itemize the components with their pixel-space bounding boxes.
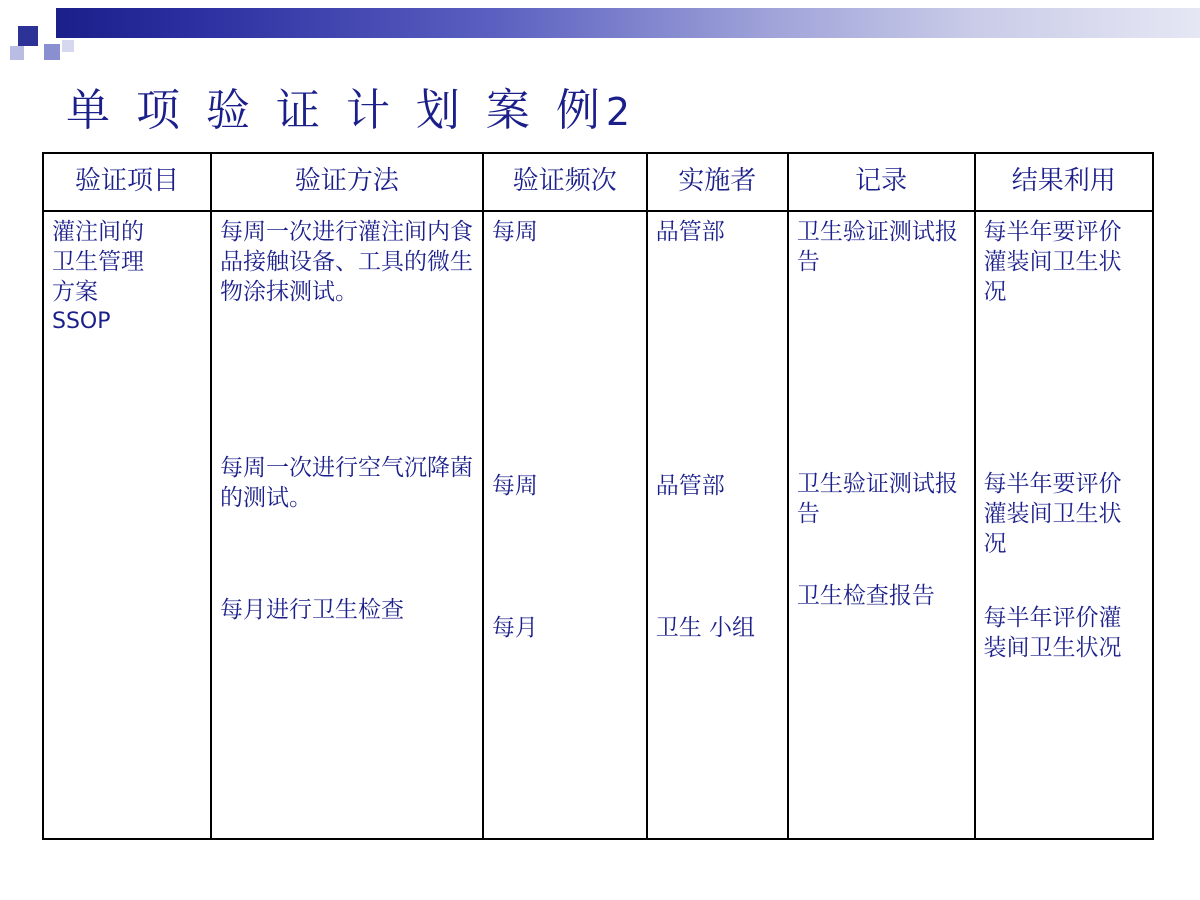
result-text-3: 每半年评价灌装间卫生状况: [983, 605, 1122, 661]
record-text-3: 卫生检查报告: [796, 583, 935, 609]
validation-plan-table-wrapper: [42, 152, 1154, 840]
method-text-2: 每周一次进行空气沉降菌的测试。: [220, 455, 474, 511]
item-line-1: 灌注间的: [52, 219, 144, 245]
square-accent-small: [10, 46, 24, 60]
cell-record-content: [797, 218, 966, 838]
item-line-3: 方案: [52, 278, 98, 305]
column-header-item: 验证项目: [43, 153, 211, 211]
method-text-1: 每周一次进行灌注间内食品接触设备、工具的微生物涂抹测试。: [220, 219, 474, 305]
column-header-frequency: 验证频次: [483, 153, 647, 211]
frequency-text-1: 每周: [491, 219, 538, 245]
cell-result-content: [984, 218, 1144, 838]
record-text-2: 卫生验证测试报告: [796, 471, 958, 527]
item-line-4: SSOP: [52, 308, 111, 334]
cell-frequency: [483, 211, 647, 839]
square-accent-medium: [44, 44, 60, 60]
gradient-bar: [56, 8, 1200, 38]
method-text-3: 每月进行卫生检查: [220, 597, 405, 623]
cell-executor: [647, 211, 788, 839]
column-header-executor: 实施者: [647, 153, 788, 211]
frequency-text-3: 每月: [491, 615, 538, 641]
executor-text-3: 卫生 小组: [655, 615, 756, 641]
square-accent-tiny: [62, 40, 74, 52]
cell-executor-content: [656, 218, 779, 838]
table-header-row: [43, 153, 1153, 211]
cell-method: [211, 211, 483, 839]
result-text-2: 每半年要评价灌装间卫生状况: [983, 471, 1122, 557]
item-text-block: [52, 218, 202, 336]
cell-method-content: [220, 218, 474, 838]
frequency-text-2: 每周: [491, 473, 538, 499]
page-title: [66, 74, 630, 138]
executor-text-1: 品管部: [655, 219, 725, 245]
column-header-method: 验证方法: [211, 153, 483, 211]
executor-text-2: 品管部: [655, 473, 725, 499]
record-text-1: 卫生验证测试报告: [796, 219, 958, 275]
result-text-1: 每半年要评价灌装间卫生状况: [983, 219, 1122, 305]
cell-item: [43, 211, 211, 839]
square-accent-large: [18, 26, 38, 46]
page-title-main: 单 项 验 证 计 划 案 例: [66, 85, 606, 136]
column-header-result: 结果利用: [975, 153, 1153, 211]
cell-record: [788, 211, 975, 839]
cell-result: [975, 211, 1153, 839]
validation-plan-table: [42, 152, 1154, 840]
column-header-record: 记录: [788, 153, 975, 211]
cell-item-content: [52, 218, 202, 838]
slide-header-decoration: [0, 0, 1200, 62]
page-title-suffix: 2: [605, 90, 631, 134]
cell-frequency-content: [492, 218, 638, 838]
table-row: [43, 211, 1153, 839]
item-line-2: 卫生管理: [52, 248, 144, 275]
